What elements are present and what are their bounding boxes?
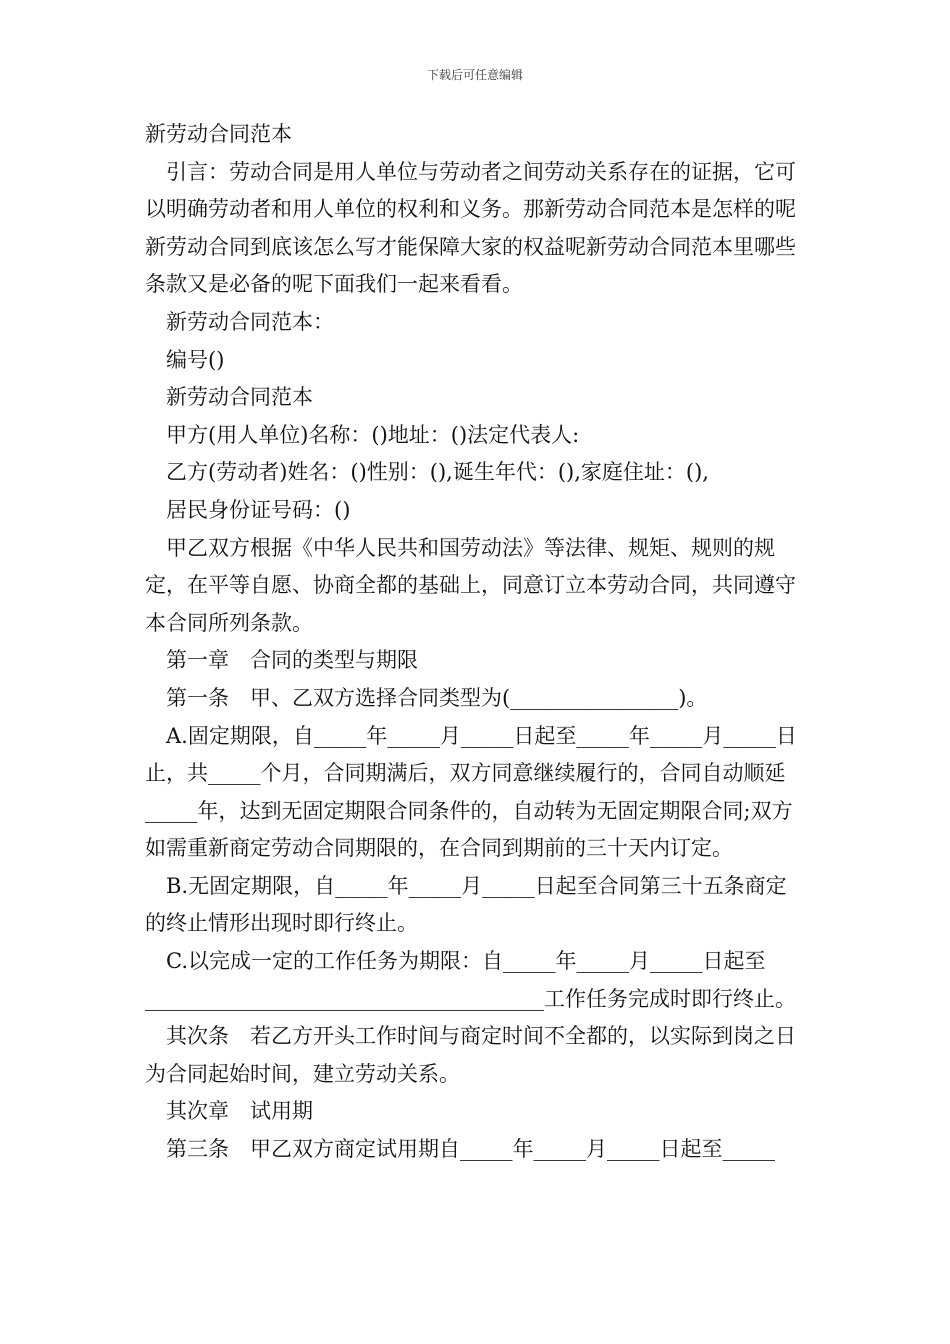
party-a-info: 甲方(用人单位)名称：()地址：()法定代表人: bbox=[166, 422, 580, 447]
basis-paragraph: 甲乙双方根据《中华人民共和国劳动法》等法律、规矩、规则的规定，在平等自愿、协商全都的基础上，同意订立本劳动合同，共同遵守本合同所列条款。 bbox=[145, 535, 796, 635]
clause-a: A.固定期限，自_____年_____月_____日起至_____年_____月_____日止，共_____个月，合同期满后，双方同意继续履行的，合同自动顺延_____年，达到无固定期限合同条件的，自动转为无固定期限合同;双方如需重新商定劳动合同期限的，在合同到期前的三十天内订定。 bbox=[145, 723, 797, 861]
id-number: 居民身份证号码：() bbox=[166, 497, 351, 522]
document-body bbox=[145, 116, 807, 1169]
clause-c: C.以完成一定的工作任务为期限：自_____年_____月_____日起至______________________________________工作任务完成时即行终止。 bbox=[145, 949, 796, 1011]
party-b-info: 乙方(劳动者)姓名：()性别：(),诞生年代：(),家庭住址：(), bbox=[166, 460, 709, 485]
template-heading: 新劳动合同范本： bbox=[166, 309, 334, 334]
article-3: 第三条 甲乙双方商定试用期自_____年_____月_____日起至_____ bbox=[166, 1137, 775, 1162]
intro-paragraph: 引言：劳动合同是用人单位与劳动者之间劳动关系存在的证据，它可以明确劳动者和用人单位的权利和义务。那新劳动合同范本是怎样的呢新劳动合同到底该怎么写才能保障大家的权益呢新劳动合同范本里哪些条款又是必备的呢下面我们一起来看看。 bbox=[145, 159, 796, 297]
article-2: 其次条 若乙方开头工作时间与商定时间不全都的，以实际到岗之日为合同起始时间，建立劳动关系。 bbox=[145, 1024, 796, 1086]
clause-b: B.无固定期限，自_____年_____月_____日起至合同第三十五条商定的终止情形出现时即行终止。 bbox=[145, 873, 787, 936]
page-header: 下载后可任意编辑 bbox=[426, 68, 523, 82]
document-title: 新劳动合同范本 bbox=[145, 122, 292, 146]
chapter-2-heading: 其次章 试用期 bbox=[166, 1099, 313, 1124]
contract-number: 编号() bbox=[166, 347, 225, 372]
article-1: 第一条 甲、乙双方选择合同类型为(________________)。 bbox=[166, 685, 708, 710]
contract-title: 新劳动合同范本 bbox=[166, 385, 313, 410]
chapter-1-heading: 第一章 合同的类型与期限 bbox=[166, 648, 418, 673]
